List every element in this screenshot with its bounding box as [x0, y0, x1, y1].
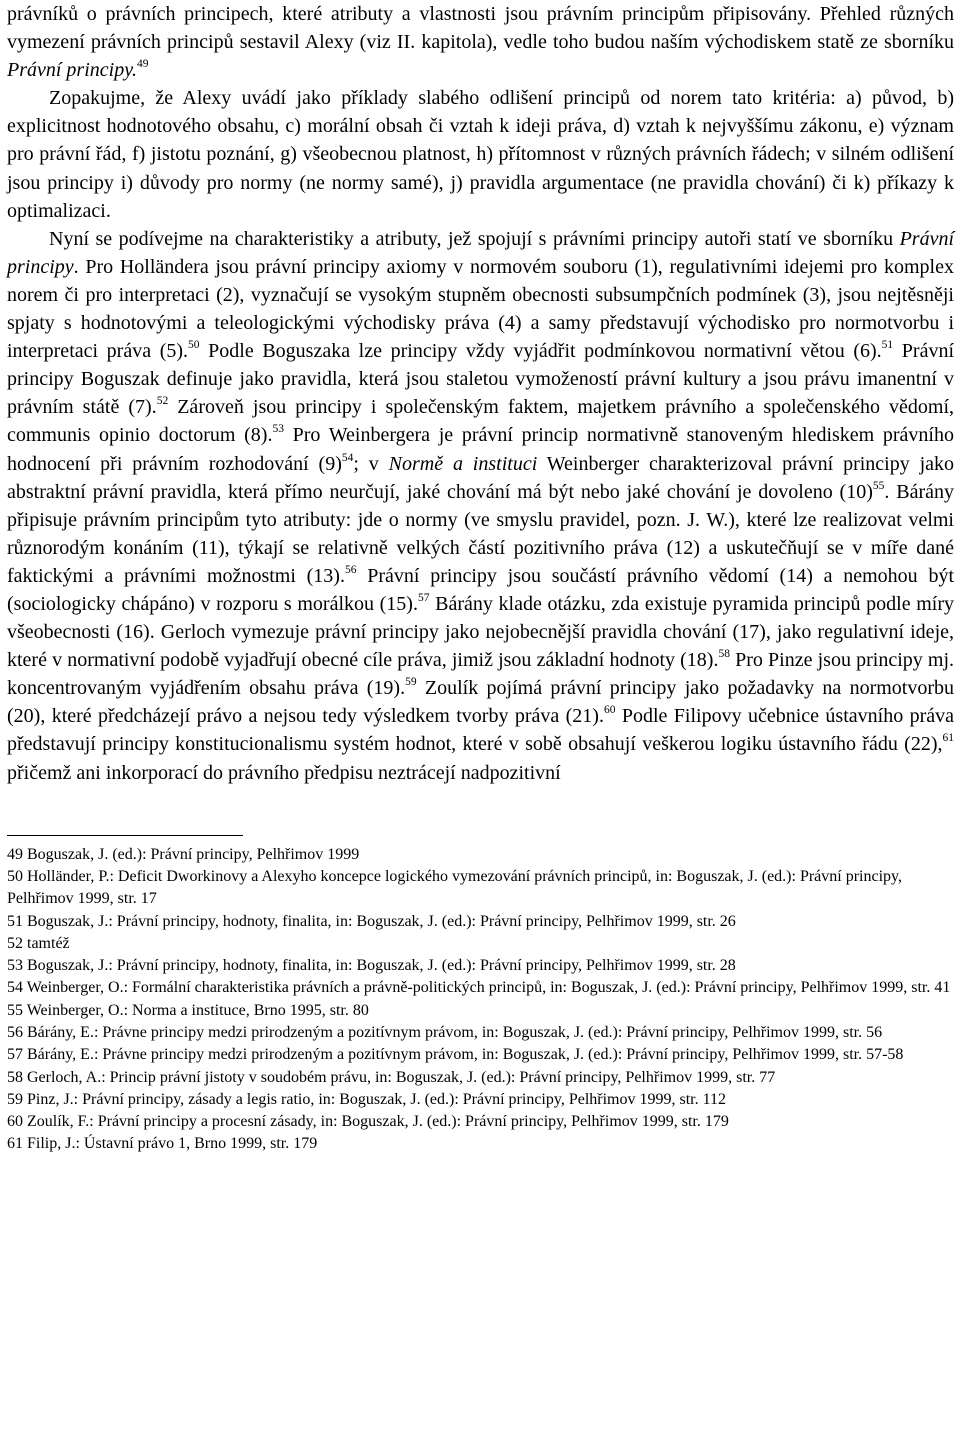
text-run: Nyní se podívejme na charakteristiky a atributy, jež spojují s právními principy autoři statí ve sborníku [49, 227, 900, 250]
footnote-separator [7, 835, 243, 836]
footnote: 50 Holländer, P.: Deficit Dworkinovy a Alexyho koncepce logického vymezování právních principů, in: Boguszak, J. (ed.): Právní principy, Pelhřimov 1999, str. 17 [7, 867, 902, 908]
text-run: ; v [353, 452, 389, 475]
body-text [7, 0, 954, 787]
paragraph [7, 84, 954, 224]
footnote: 58 Gerloch, A.: Princip právní jistoty v soudobém právu, in: Boguszak, J. (ed.): Právní principy, Pelhřimov 1999, str. 77 [7, 1068, 776, 1086]
italic-text: Právní principy [7, 227, 954, 278]
footnote: 53 Boguszak, J.: Právní principy, hodnoty, finalita, in: Boguszak, J. (ed.): Právní principy, Pelhřimov 1999, str. 28 [7, 957, 736, 975]
footnote-ref: 61 [942, 732, 954, 745]
text-run: Weinberger charakterizoval právní principy jako abstraktní právní pravidla, která přímo neurčují, jaké chování má být nebo jaké chování je dovoleno (10) [7, 452, 955, 503]
text-run: Právní principy jsou součástí právního vědomí (14) a nemohou být (sociologicky chápáno) v rozporu s morálkou (15). [7, 564, 954, 615]
italic-text: Normě a instituci [388, 452, 538, 475]
footnotes [7, 844, 954, 1156]
text-run: Pro Weinbergera je právní princip normativně stanoveným hlediskem právního hodnocení při právním rozhodování (9) [7, 424, 954, 475]
text-run: přičemž ani inkorporací do právního předpisu neztrácejí nadpozitivní [7, 761, 561, 784]
footnote-ref: 52 [156, 395, 169, 408]
footnote-ref: 57 [417, 591, 430, 604]
footnote: 55 Weinberger, O.: Norma a instituce, Brno 1995, str. 80 [7, 1001, 369, 1019]
paragraph [7, 0, 954, 84]
footnote-ref: 56 [344, 563, 357, 576]
footnote-ref: 60 [603, 704, 616, 717]
text-run: Zároveň jsou principy i společenským faktem, majetkem právního a společenského vědomí, communis opinio doctorum (8). [7, 396, 954, 447]
footnote-ref: 51 [881, 339, 894, 352]
footnote: 59 Pinz, J.: Právní principy, zásady a legis ratio, in: Boguszak, J. (ed.): Právní principy, Pelhřimov 1999, str. 112 [7, 1090, 727, 1108]
footnote: 49 Boguszak, J. (ed.): Právní principy, Pelhřimov 1999 [7, 845, 360, 863]
footnote-ref: 50 [188, 339, 200, 352]
footnote: 56 Bárány, E.: Právne principy medzi prirodzeným a pozitívnym právom, in: Boguszak, J. (ed.): Právní principy, Pelhřimov 1999, str. 56 [7, 1024, 883, 1041]
text-run: Bárány klade otázku, zda existuje pyramida principů podle míry všeobecnosti (16). Gerloch vymezuje právní principy jako nejobecnější pravidla chování (17), jako regulativní ideje, které v normativní podobě vyjadřují obecné cíle práva, jimiž jsou základní hodnoty (18). [7, 592, 954, 672]
footnote-ref: 49 [136, 58, 149, 71]
text-run: Právní principy Boguszak definuje jako pravidla, která jsou staletou vymožeností právní kultury a jsou právu imanentní v právním státě (7). [7, 340, 955, 419]
footnote-ref: 55 [872, 479, 885, 492]
text-run: právníků o právních principech, které atributy a vlastnosti jsou právním principům připisovány. Přehled různých vymezení právních principů sestavil Alexy (viz II. kapitola), vedle toho budou naším východiskem statě ze sborníku [7, 3, 954, 54]
footnote-ref: 59 [405, 676, 417, 689]
footnote-ref: 53 [272, 423, 284, 436]
text-run: Podle Boguszaka lze principy vždy vyjádřit podmínkovou normativní větou (6). [199, 340, 882, 363]
text-run: . Bárány připisuje právním principům tyto atributy: jde o normy (ve smyslu pravidel, pozn. J. W.), které lze realizovat velmi různorodým konáním (11), týkají se relativně velkých částí pozitivního práva (12) a uskutečňují se v míře dané faktickými a právními možnostmi (13). [7, 480, 954, 587]
text-run: Zopakujme, že Alexy uvádí jako příklady slabého odlišení principů od norem tato kritéria: a) původ, b) explicitnost hodnotového obsahu, c) morální obsah či vztah k ideji práva, d) vztah k nejvyššímu zákonu, e) význam pro právní řád, f) jistotu poznání, g) všeobecnou platnost, h) přítomnost v různých právních řádech; v silném odlišení jsou principy i) důvody pro normy (ne normy samé), j) pravidla argumentace (ne pravidla chování) či k) příkazy k optimalizaci. [7, 87, 954, 222]
footnote-ref: 58 [718, 648, 730, 661]
footnote: 61 Filip, J.: Ústavní právo 1, Brno 1999, str. 179 [7, 1135, 318, 1153]
footnote: 60 Zoulík, F.: Právní principy a procesní zásady, in: Boguszak, J. (ed.): Právní principy, Pelhřimov 1999, str. 179 [7, 1113, 729, 1131]
footnote: 54 Weinberger, O.: Formální charakteristika právních a právně-politických principů, in: Boguszak, J. (ed.): Právní principy, Pelhřimov 1999, str. 41 [7, 979, 951, 997]
footnote: 52 tamtéž [7, 934, 70, 952]
paragraph [7, 225, 954, 787]
text-run: . Pro Holländera jsou právní principy axiomy v normovém souboru (1), regulativními idejemi pro komplex norem či pro interpretaci (2), vyznačují se vysokým stupněm obecnosti subsumpčních podmínek (3), jsou nejtěsněji spjaty s hodnotovými a teleologickými východisky práva (4) a samy představují východisko pro normotvorbu i interpretaci práva (5). [7, 255, 954, 363]
footnote: 51 Boguszak, J.: Právní principy, hodnoty, finalita, in: Boguszak, J. (ed.): Právní principy, Pelhřimov 1999, str. 26 [7, 912, 736, 930]
italic-text: Právní principy. [7, 59, 137, 82]
footnote: 57 Bárány, E.: Právne principy medzi prirodzeným a pozitívnym právom, in: Boguszak, J. (ed.): Právní principy, Pelhřimov 1999, str. 57-58 [7, 1046, 904, 1064]
text-run: Pro Pinze jsou principy mj. koncentrovaným vyjádřením obsahu práva (19). [7, 649, 955, 700]
footnote-ref: 54 [341, 451, 354, 464]
text-run: Zoulík pojímá právní principy jako požadavky na normotvorbu (20), které předcházejí právo a nejsou tedy výsledkem tvorby práva (21). [7, 677, 954, 728]
text-run: Podle Filipovy učebnice ústavního práva představují principy konstitucionalismu systém hodnot, které v sobě obsahují veškerou logiku ústavního řádu (22), [7, 705, 954, 756]
